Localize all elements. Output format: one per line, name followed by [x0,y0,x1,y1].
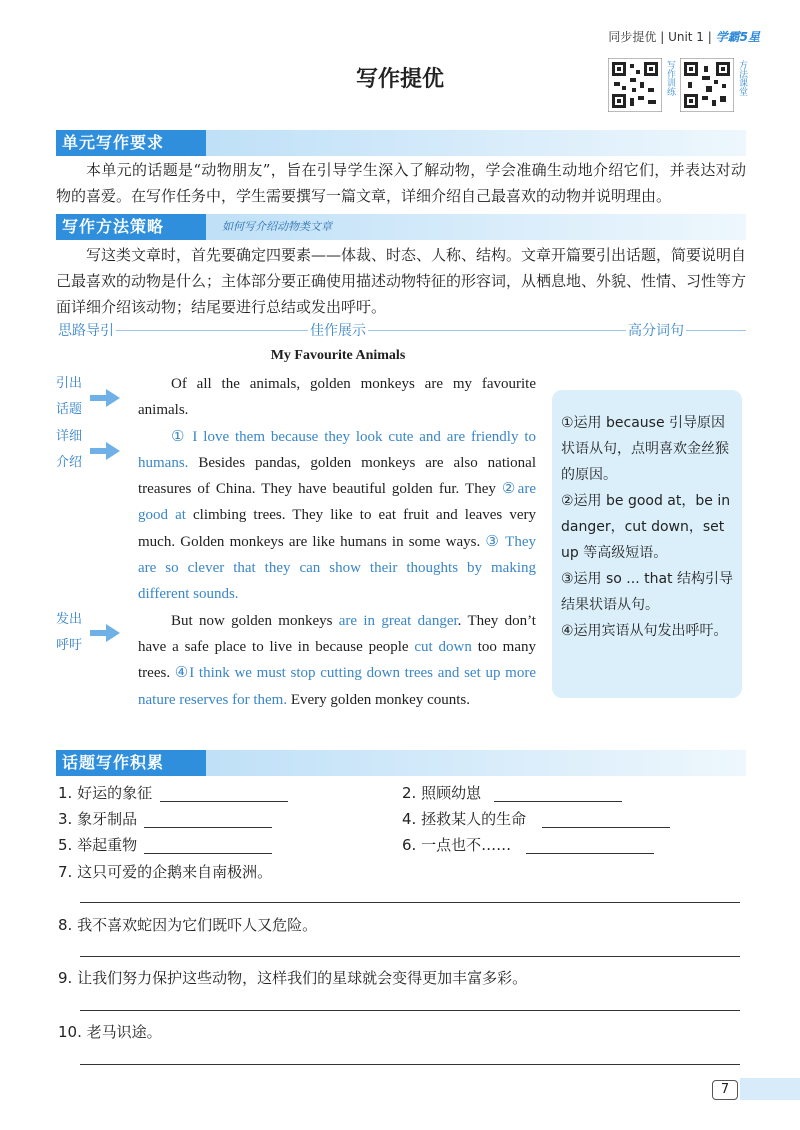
essay-text: But now golden monkeys [171,612,339,629]
page-title: 写作提优 [355,67,444,92]
answer-blank-4[interactable] [542,811,670,828]
exercise-8: 8. 我不喜欢蛇因为它们既吓人又危险。 [58,916,318,934]
section-title-requirements: 单元写作要求 [62,133,165,152]
answer-line-8[interactable] [80,956,740,957]
side-label-text: 话题 [56,402,83,417]
answer-blank-1[interactable] [160,785,288,802]
exercise-10: 10. 老马识途。 [58,1023,162,1041]
qr-icon [680,58,734,112]
side-label-text: 引出 [56,376,83,391]
guide-right-label: 高分词句 [626,320,686,340]
side-label-text: 详细 [56,429,83,444]
arrow-right-icon [90,389,120,407]
exercise-6: 6. 一点也不…… [402,836,512,854]
page-tab [740,1078,800,1100]
qr-code-writing[interactable] [608,58,662,116]
answer-line-7[interactable] [80,902,740,903]
brand-logo: 学霸5星 [715,30,760,44]
side-label-text: 发出 [56,612,83,627]
exercise-5: 5. 举起重物 [58,836,138,854]
side-label-text: 介绍 [56,455,83,470]
note-item: ③运用 so ... that 结构引导结果状语从句。 [561,571,733,613]
exercise-2: 2. 照顾幼崽 [402,784,482,802]
qr1-caption: 写作训练 [665,60,675,96]
answer-blank-6[interactable] [526,837,654,854]
note-item: ④运用宾语从句发出呼吁。 [561,623,728,639]
essay-text: Of all the animals, golden monkeys are my favourite animals. [138,376,536,419]
essay-body [138,371,536,713]
note-item: ②运用 be good at，be in danger，cut down，set up 等高级短语。 [561,493,731,561]
methods-paragraph [56,242,746,320]
answer-blank-2[interactable] [494,785,622,802]
essay-text: Every golden monkey counts. [287,691,470,708]
answer-blank-5[interactable] [144,837,272,854]
highlight-phrase-2: ②are good at [138,481,536,524]
qr2-caption: 方法课堂 [737,60,747,96]
arrow-right-icon [90,442,120,460]
essay-paragraph-1 [138,371,536,424]
highlight-phrase-cut-down: cut down [414,638,472,655]
methods-text: 写这类文章时，首先要确定四要素——体裁、时态、人称、结构。文章开篇要引出话题，简要说明自己最喜欢的动物是什么；主体部分要正确使用描述动物特征的形容词，从栖息地、外貌、性情、习性等方面详细介绍该动物；结尾要进行总结或发出呼吁。 [56,246,747,316]
exercise-4: 4. 拯救某人的生命 [402,810,527,828]
header-tag-text: 同步提优 | Unit 1 | [608,30,712,44]
side-label-intro [56,371,82,423]
arrow-right-icon [90,624,120,642]
requirements-text: 本单元的话题是“动物朋友”，旨在引导学生深入了解动物，学会准确生动地介绍它们，并表达对动物的喜爱。在写作任务中，学生需要撰写一篇文章，详细介绍自己最喜欢的动物并说明理由。 [56,161,746,205]
section-title-methods: 写作方法策略 [62,217,165,236]
highlight-sentence-3: ③ They are so clever that they can show their thoughts by making different sounds. [138,533,536,603]
answer-blank-3[interactable] [144,811,272,828]
exercise-7: 7. 这只可爱的企鹅来自南极洲。 [58,863,273,881]
essay-text: . They don’t have a safe place to live in because people [138,612,536,655]
highlight-sentence-4: ④I think we must stop cutting down trees and set up more nature reserves for them. [138,665,536,708]
essay-title: My Favourite Animals [270,348,406,363]
guide-left-label: 思路导引 [56,320,116,340]
guide-middle-label: 佳作展示 [308,320,368,340]
side-label-text: 呼吁 [56,638,83,653]
essay-paragraph-2 [138,424,536,608]
qr-icon [608,58,662,112]
essay-paragraph-3 [138,608,536,713]
section-title-accumulation: 话题写作积累 [62,753,165,772]
side-label-call [56,607,82,659]
requirements-paragraph [56,157,746,209]
qr-code-method[interactable] [680,58,734,116]
page-number: 7 [712,1080,738,1100]
header-tag [608,28,760,45]
highlight-sentence-1: ① I love them because they look cute and are friendly to humans. [138,428,536,471]
exercise-3: 3. 象牙制品 [58,810,138,828]
essay-text: too many trees. [138,638,536,682]
essay-text: climbing trees. They like to eat fruit and leaves very much. Golden monkeys are like humans in some ways. [138,507,537,550]
notes-list [561,410,735,644]
answer-line-9[interactable] [80,1010,740,1011]
note-item: ①运用 because 引导原因状语从句，点明喜欢金丝猴的原因。 [561,415,729,483]
guide-divider [56,320,746,340]
highlight-phrase-danger: are in great danger [338,612,458,629]
answer-line-10[interactable] [80,1064,740,1065]
side-label-detail [56,424,82,476]
exercise-1: 1. 好运的象征 [58,784,153,802]
exercise-9: 9. 让我们努力保护这些动物，这样我们的星球就会变得更加丰富多彩。 [58,969,528,987]
essay-text: Besides pandas, golden monkeys are also national treasures of China. They have beautiful golden fur. They [138,454,536,498]
section-subtitle: 如何写介绍动物类文章 [222,220,332,233]
